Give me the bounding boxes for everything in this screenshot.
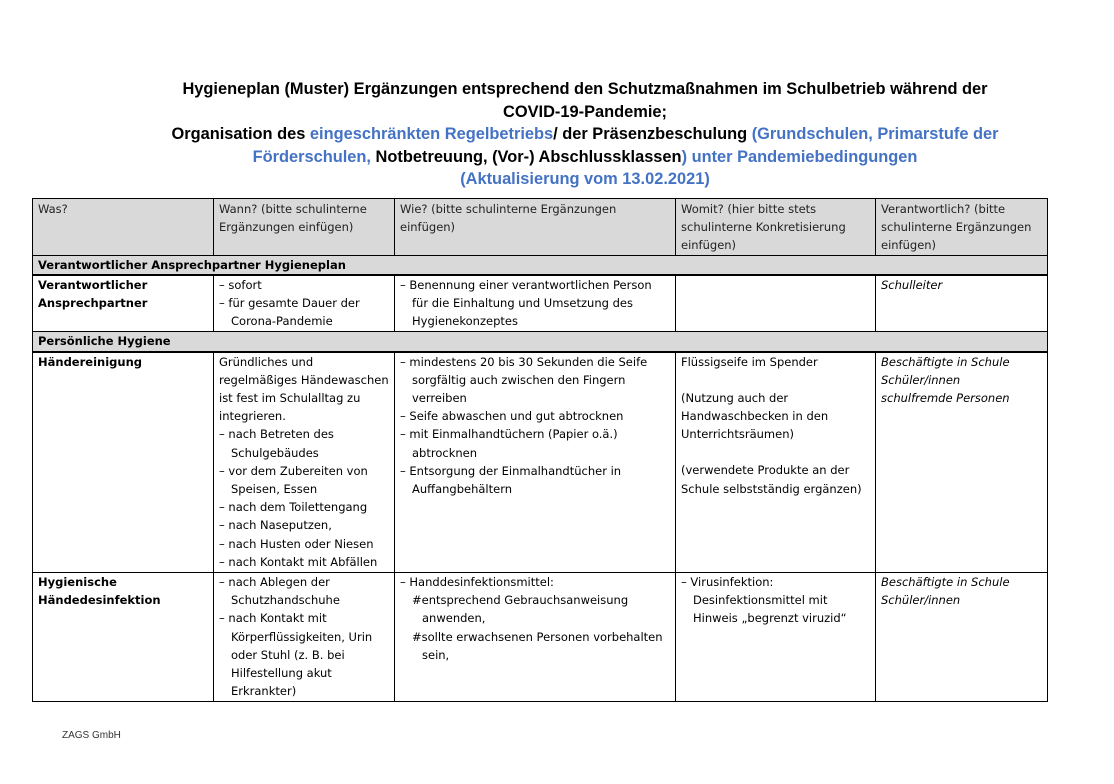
title-text: Organisation des: [171, 125, 310, 144]
list-item: – nach Kontakt mit Körperflüssigkeiten, Urin oder Stuhl (z. B. bei Hilfestellung akut Erkrankter): [219, 609, 389, 700]
womit-head: Virusinfektion:: [690, 575, 774, 590]
title-update-date: (Aktualisierung vom 13.02.2021): [460, 170, 710, 189]
responsible-item: schulfremde Personen: [881, 390, 1010, 405]
list: [400, 573, 670, 591]
title-text: Notbetreuung, (Vor-) Abschlussklassen: [375, 147, 682, 166]
cell-was: Händereinigung: [33, 352, 214, 573]
list-item: – nach Ablegen der Schutzhandschuhe: [219, 573, 389, 609]
cell-wie: [395, 352, 676, 573]
document-title: [60, 78, 1110, 191]
section-title: Verantwortlicher Ansprechpartner Hygieneplan: [33, 255, 1048, 275]
list-item: – Benennung einer verantwortlichen Person für die Einhaltung und Umsetzung des Hygienekonzeptes: [400, 276, 670, 331]
list-item: – nach Husten oder Niesen: [219, 535, 389, 553]
list: [219, 573, 389, 700]
list-item: – Seife abwaschen und gut abtrocknen: [400, 407, 670, 425]
cell-womit: [676, 275, 876, 332]
cell-verantwortlich: [876, 573, 1048, 702]
list-item: – mindestens 20 bis 30 Sekunden die Seife sorgfältig auch zwischen den Fingern verreiben: [400, 353, 670, 408]
list-item: – Entsorgung der Einmalhandtücher in Auffangbehältern: [400, 462, 670, 498]
list-item: – mit Einmalhandtüchern (Papier o.ä.) abtrocknen: [400, 425, 670, 461]
header-wie: Wie? (bitte schulinterne Ergänzungen einfügen): [395, 199, 676, 256]
responsible-item: Schüler/innen: [881, 593, 961, 608]
responsible-item: Schüler/innen: [881, 372, 961, 387]
list: [400, 591, 670, 664]
section-title: Persönliche Hygiene: [33, 332, 1048, 352]
list-item: # sollte erwachsenen Personen vorbehalten sein,: [412, 628, 670, 664]
list-item: – für gesamte Dauer der Corona-Pandemie: [219, 294, 389, 330]
list-item: – vor dem Zubereiten von Speisen, Essen: [219, 462, 389, 498]
header-verantwortlich: Verantwortlich? (bitte schulinterne Ergänzungen einfügen): [876, 199, 1048, 256]
title-highlight: Förderschulen,: [252, 147, 376, 166]
list: [219, 276, 389, 331]
list-item: – nach dem Toilettengang: [219, 498, 389, 516]
list-item: # entsprechend Gebrauchsanweisung anwenden,: [412, 591, 670, 627]
list-item: – nach Kontakt mit Abfällen: [219, 553, 389, 571]
list-item: – Handdesinfektionsmittel:: [400, 573, 670, 591]
womit-text: (Nutzung auch der Handwaschbecken in den Unterrichtsräumen): [681, 390, 829, 442]
cell-womit: [676, 352, 876, 573]
womit-text: (verwendete Produkte an der Schule selbstständig ergänzen): [681, 463, 862, 496]
table-row: [33, 573, 1048, 702]
cell-verantwortlich: [876, 352, 1048, 573]
cell-wann: [214, 573, 395, 702]
cell-wie: [395, 573, 676, 702]
list: [400, 353, 670, 499]
womit-text: Desinfektionsmittel mit Hinweis „begrenzt viruzid“: [693, 593, 847, 626]
list-item: – sofort: [219, 276, 389, 294]
title-highlight: eingeschränkten Regelbetriebs: [309, 125, 554, 144]
title-line-3: [60, 123, 1110, 146]
list-item: – nach Betreten des Schulgebäudes: [219, 425, 389, 461]
title-text: / der Präsenzbeschulung: [553, 125, 752, 144]
list: [400, 276, 670, 331]
table-row: [33, 275, 1048, 332]
header-was: Was?: [33, 199, 214, 256]
cell-wann: [214, 275, 395, 332]
list: [681, 573, 870, 628]
cell-intro-text: Gründliches und regelmäßiges Händewaschen ist fest im Schulalltag zu integrieren.: [219, 354, 389, 424]
cell-was: Hygienische Händedesinfektion: [33, 573, 214, 702]
title-line-1: Hygieneplan (Muster) Ergänzungen entsprechend den Schutzmaßnahmen im Schulbetrieb während der: [182, 80, 988, 98]
title-highlight: ) unter Pandemiebedingungen: [681, 147, 918, 166]
cell-womit: [676, 573, 876, 702]
hygiene-plan-table: [32, 198, 1048, 702]
title-line-2: COVID-19-Pandemie;: [503, 102, 667, 121]
cell-wie: [395, 275, 676, 332]
table-header-row: [33, 199, 1048, 256]
responsible-item: Beschäftigte in Schule: [881, 354, 1010, 369]
cell-verantwortlich: Schulleiter: [876, 275, 1048, 332]
section-row: [33, 255, 1048, 275]
title-highlight: (Grundschulen, Primarstufe der: [751, 125, 999, 144]
title-line-4: [60, 146, 1110, 169]
cell-wann: [214, 352, 395, 573]
header-womit: Womit? (hier bitte stets schulinterne Konkretisierung einfügen): [676, 199, 876, 256]
list-item: [681, 573, 870, 628]
list: [219, 425, 389, 571]
cell-was: Verantwortlicher Ansprechpartner: [33, 275, 214, 332]
list-item: – nach Naseputzen,: [219, 516, 389, 534]
header-wann: Wann? (bitte schulinterne Ergänzungen einfügen): [214, 199, 395, 256]
footer-company: ZAGS GmbH: [62, 730, 121, 741]
section-row: [33, 332, 1048, 352]
responsible-item: Beschäftigte in Schule: [881, 575, 1010, 590]
womit-text: Flüssigseife im Spender: [681, 354, 818, 369]
table-row: [33, 352, 1048, 573]
